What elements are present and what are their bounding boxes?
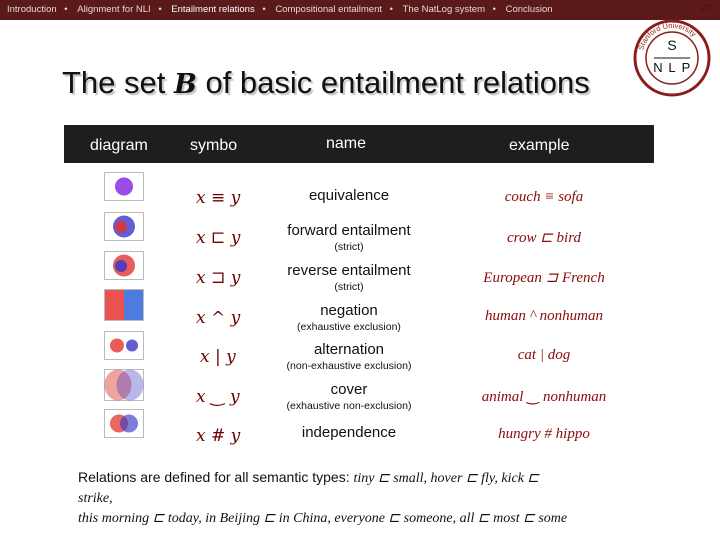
symbol-independence: x # y [196,426,241,446]
symbol-cover: x ‿ y [196,387,240,407]
name-forward-entailment: forward entailment [287,222,411,239]
example-reverse-entailment: European ⊐ French [483,270,605,286]
example-cover: animal ‿ nonhuman [481,389,607,405]
nav-item-compositional-entailment[interactable]: Compositional entailment [275,4,382,15]
footnote-examples-1: tiny ⊏ small, hover ⊏ fly, kick ⊏ [353,471,540,486]
sub-alternation: (non-exhaustive exclusion) [286,360,412,372]
nav-item-introduction[interactable]: Introduction [7,4,57,15]
header-example: example [509,137,570,154]
nav-item-natlog-system[interactable]: The NatLog system [402,4,485,15]
symbol-equivalence: x ≡ y [196,188,241,208]
title-text-before: The set [62,65,166,100]
diagram-independence [104,409,144,438]
example-equivalence: couch ≡ sofa [504,189,584,205]
name-cover: cover [330,381,368,398]
diagram-forward-entailment [104,212,144,241]
relations-table [64,125,654,454]
name-negation: negation [320,302,378,319]
name-equivalence: equivalence [308,187,390,204]
symbol-forward-entailment: x ⊏ y [196,228,241,248]
page-number: 27 [700,3,712,14]
symbol-negation: x ^ y [196,308,241,328]
diagram-equivalence [104,172,144,201]
logo-ring-text: Stanford University [636,20,699,52]
symbol-alternation: x | y [200,347,236,367]
nav-item-conclusion[interactable]: Conclusion [505,4,553,15]
footnote-line-2: strike, [78,491,113,506]
diagram-negation [104,289,144,321]
sub-forward-entailment: (strict) [334,241,364,253]
name-independence: independence [301,424,397,441]
logo-letter-n: N [653,60,663,75]
title-symbol: B [174,69,197,100]
diagram-alternation [104,331,144,360]
example-negation: human ^ nonhuman [485,308,603,324]
header-diagram: diagram [90,137,148,154]
table-header [64,125,654,163]
logo-letter-s: S [667,37,677,53]
nav-item-alignment[interactable]: Alignment for NLI [77,4,151,15]
footnote-line-3: this morning ⊏ today, in Beijing ⊏ in China, everyone ⊏ someone, all ⊏ most ⊏ some [78,511,568,526]
sub-negation: (exhaustive exclusion) [297,321,401,333]
example-alternation: cat | dog [517,347,571,363]
slide-title [62,65,590,101]
footnote [78,467,638,529]
footnote-lead: Relations are defined for all semantic types: [78,469,350,485]
logo-letter-p: P [681,60,691,75]
header-symbol: symbo [190,137,238,154]
nav-item-entailment-relations[interactable]: Entailment relations [171,4,255,15]
stanford-nlp-logo [632,18,712,98]
section-nav: Introduction • Alignment for NLI • Entailment relations • Compositional entailment • The NatLog system • Conclusion [0,0,720,20]
example-forward-entailment: crow ⊏ bird [507,230,581,246]
footnote-line-1 [78,467,638,489]
example-independence: hungry # hippo [498,426,590,442]
logo-letter-l: L [668,60,676,75]
header-name: name [326,135,367,152]
title-text-after: of basic entailment relations [205,65,590,100]
diagram-reverse-entailment [104,251,144,280]
diagram-cover [104,369,144,401]
sub-cover: (exhaustive non-exclusion) [286,400,412,412]
name-alternation: alternation [313,341,385,358]
sub-reverse-entailment: (strict) [334,281,364,293]
symbol-reverse-entailment: x ⊐ y [196,268,241,288]
name-reverse-entailment: reverse entailment [287,262,411,279]
